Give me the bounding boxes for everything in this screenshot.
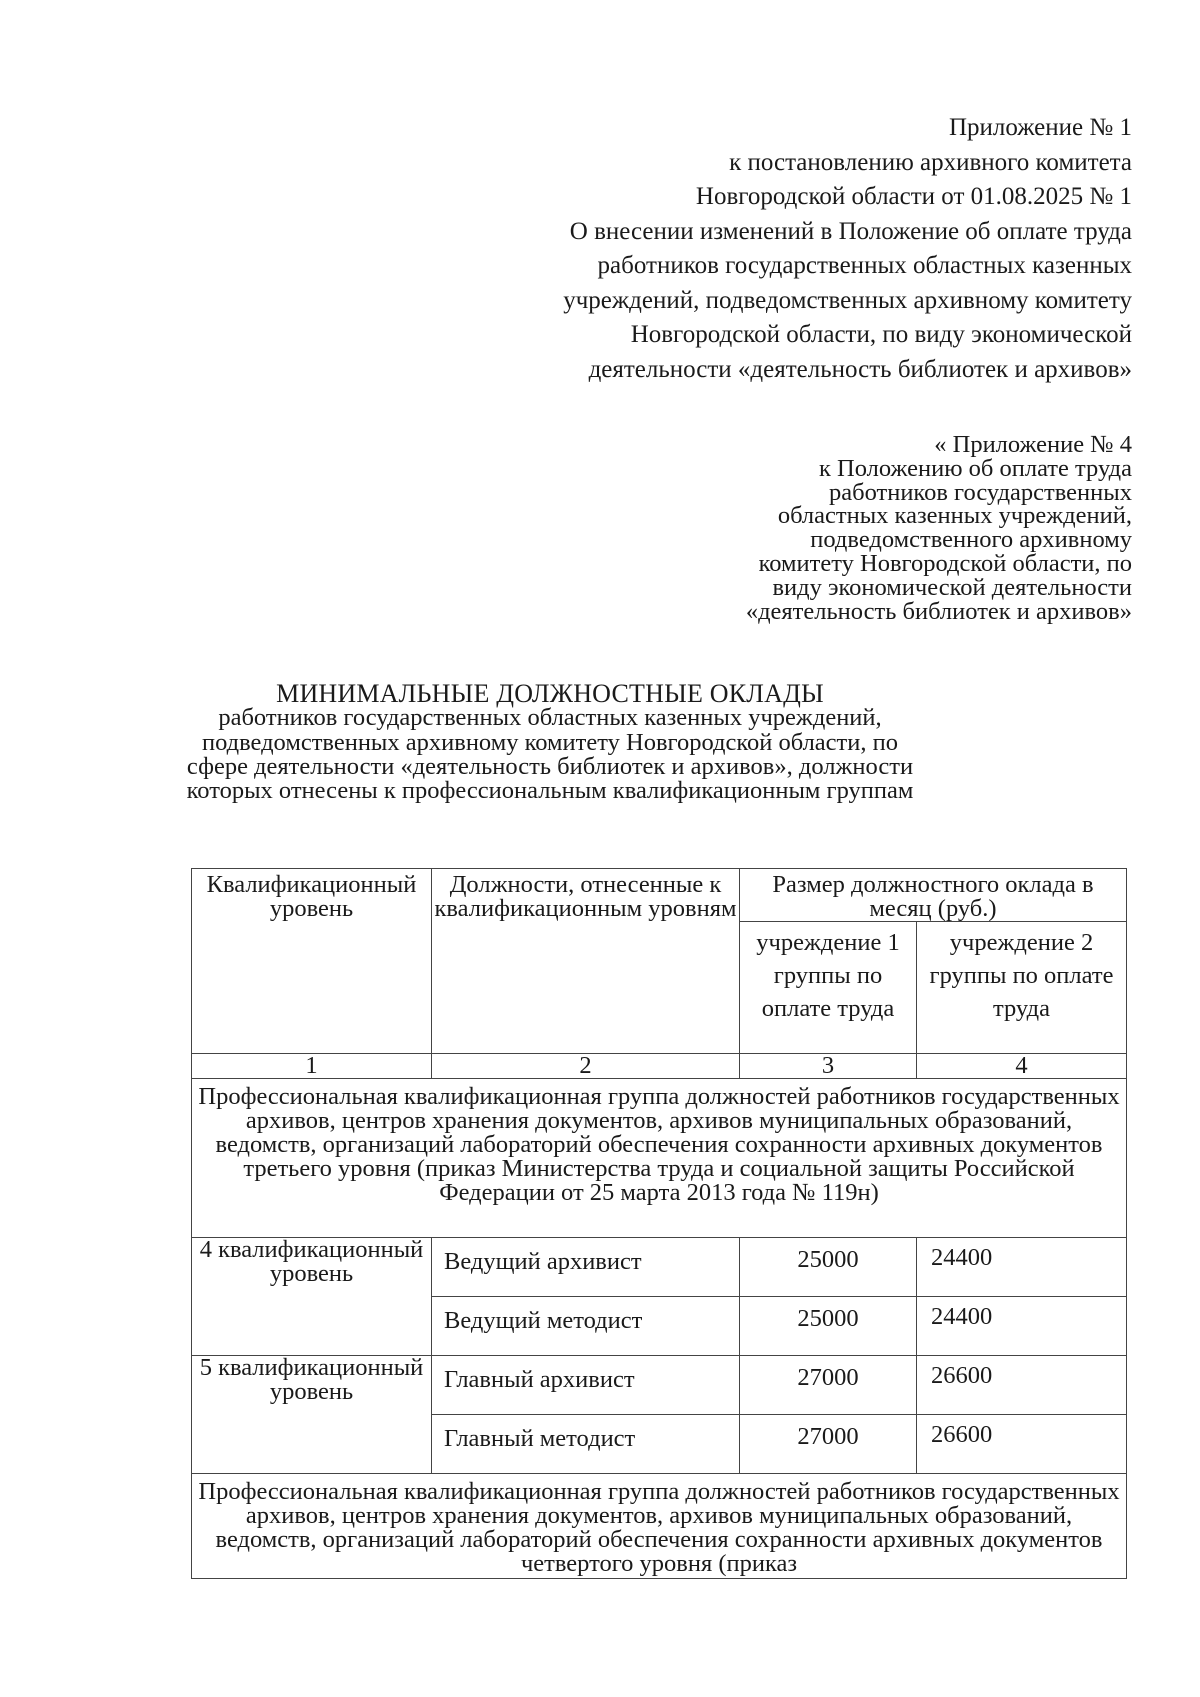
position-cell: Ведущий методист — [432, 1297, 740, 1356]
appendix4-header-line: работников государственных — [828, 478, 1132, 506]
appendix4-header-line: областных казенных учреждений, — [777, 502, 1132, 530]
header-salary-size: Размер должностного оклада в месяц (руб.) — [740, 869, 1127, 922]
qualification-group-title: Профессиональная квалификационная группа должностей работников государственных архивов, центров хранения документов, архивов муниципальных образований, ведомств, организаций лабораторий обеспечения сохранности архивных документов третьего уровня (приказ Министерства труда и социальной защиты Российской Федерации от 25 марта 2013 года № 119н) — [192, 1079, 1127, 1238]
appendix4-header-line: «деятельность библиотек и архивов» — [745, 597, 1132, 625]
salary-group1-cell: 25000 — [740, 1297, 917, 1356]
appendix-header-line: работников государственных областных казенных — [597, 252, 1132, 279]
column-number: 4 — [917, 1054, 1127, 1079]
appendix4-header-line: « Приложение № 4 — [934, 431, 1132, 458]
appendix-header-line: Приложение № 1 — [948, 114, 1132, 141]
header-positions: Должности, отнесенные к квалификационным уровням — [432, 869, 740, 1054]
qualification-level-cell: 4 квалификационный уровень — [192, 1238, 432, 1356]
table-row — [192, 1238, 1127, 1297]
column-number: 3 — [740, 1054, 917, 1079]
salary-group2-cell: 24400 — [917, 1238, 1127, 1297]
title-subline: подведомственных архивному комитету Новгородской области, по — [201, 728, 898, 756]
appendix-header-line: учреждений, подведомственных архивному комитету — [563, 286, 1132, 314]
appendix-header-line: О внесении изменений в Положение об оплате труда — [569, 217, 1132, 245]
appendix-header-line: Новгородской области, по виду экономической — [630, 321, 1132, 348]
group-row — [192, 1474, 1127, 1579]
salary-group2-cell: 24400 — [917, 1297, 1127, 1356]
column-number-row — [192, 1054, 1127, 1079]
column-number: 1 — [192, 1054, 432, 1079]
column-number: 2 — [432, 1054, 740, 1079]
header-group1-institution: учреждение 1 группы по оплате труда — [740, 922, 917, 1054]
position-cell: Ведущий архивист — [432, 1238, 740, 1297]
appendix4-header-line: виду экономической деятельности — [772, 573, 1132, 601]
appendix4-header — [612, 433, 1132, 623]
header-qualification-level: Квалификационный уровень — [192, 869, 432, 1054]
salary-table — [191, 868, 1127, 1579]
position-cell: Главный архивист — [432, 1356, 740, 1415]
table-header-row — [192, 869, 1127, 922]
document-title — [150, 679, 950, 805]
appendix4-header-line: подведомственного архивному — [810, 526, 1132, 554]
header-group2-institution: учреждение 2 группы по оплате труда — [917, 922, 1127, 1054]
salary-group2-cell: 26600 — [917, 1356, 1127, 1415]
title-subline: работников государственных областных казенных учреждений, — [218, 704, 882, 732]
appendix-header — [412, 111, 1132, 387]
qualification-group-title: Профессиональная квалификационная группа должностей работников государственных архивов, центров хранения документов, архивов муниципальных образований, ведомств, организаций лабораторий обеспечения сохранности архивных документов четвертого уровня (приказ — [192, 1474, 1127, 1579]
appendix-header-line: Новгородской области от 01.08.2025 № 1 — [695, 183, 1132, 210]
appendix4-header-line: к Положению об оплате труда — [819, 454, 1132, 482]
title-subline: сфере деятельности «деятельность библиотек и архивов», должности — [186, 752, 914, 780]
appendix-header-line: к постановлению архивного комитета — [729, 148, 1132, 176]
group-row — [192, 1079, 1127, 1238]
title-main: МИНИМАЛЬНЫЕ ДОЛЖНОСТНЫЕ ОКЛАДЫ — [276, 679, 824, 708]
salary-group1-cell: 27000 — [740, 1415, 917, 1474]
salary-group2-cell: 26600 — [917, 1415, 1127, 1474]
position-cell: Главный методист — [432, 1415, 740, 1474]
salary-group1-cell: 27000 — [740, 1356, 917, 1415]
table-row — [192, 1356, 1127, 1415]
qualification-level-cell: 5 квалификационный уровень — [192, 1356, 432, 1474]
appendix-header-line: деятельности «деятельность библиотек и архивов» — [588, 355, 1132, 383]
appendix4-header-line: комитету Новгородской области, по — [758, 549, 1132, 577]
title-subline: которых отнесены к профессиональным квалификационным группам — [186, 777, 914, 805]
salary-group1-cell: 25000 — [740, 1238, 917, 1297]
